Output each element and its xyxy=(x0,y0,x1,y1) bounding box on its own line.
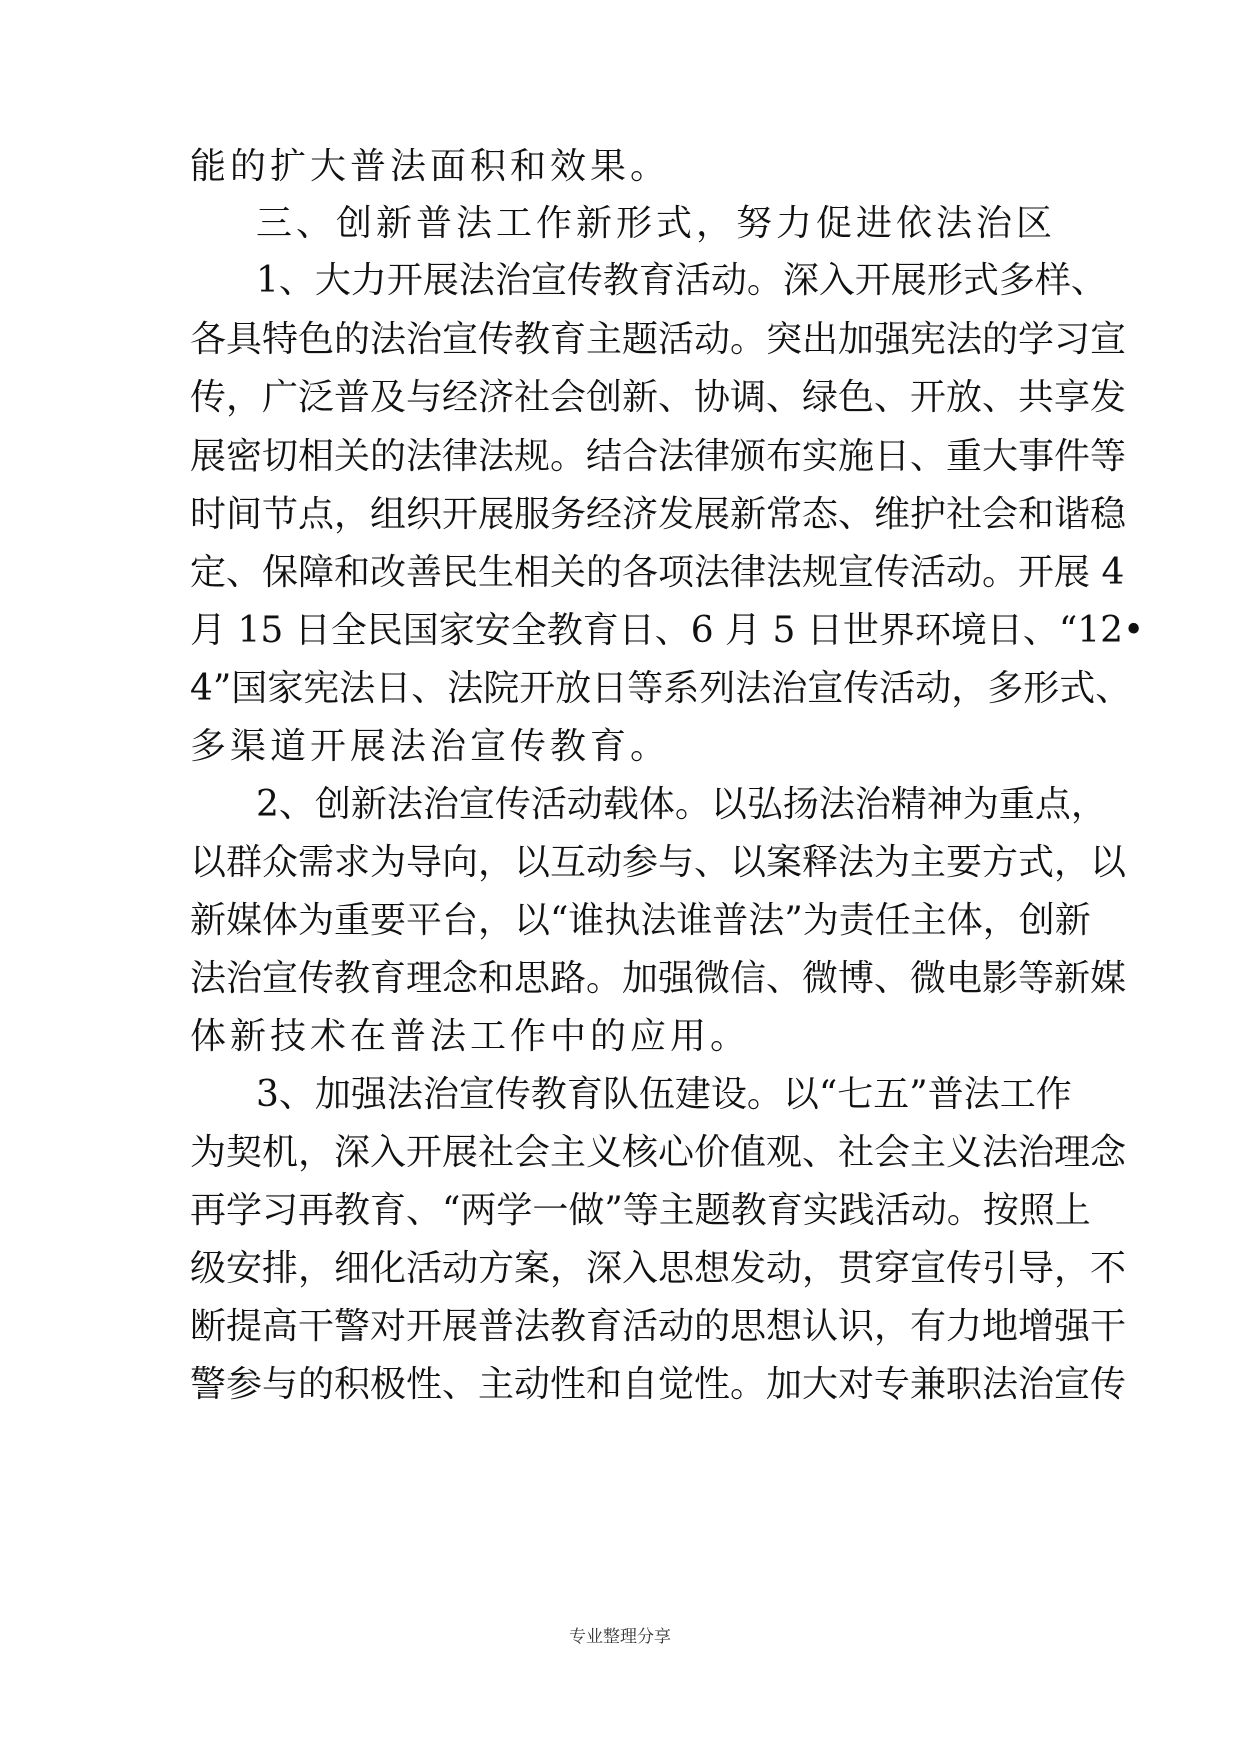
text-line: 体新技术在普法工作中的应用。 xyxy=(190,1016,751,1057)
page-footer: 专业整理分享 xyxy=(569,1627,671,1647)
text-line: 能的扩大普法面积和效果。 xyxy=(190,146,671,187)
text-line: 法治宣传教育理念和思路。加强微信、微博、微电影等新媒 xyxy=(190,958,1127,999)
text-line: 再学习再教育、“两学一做”等主题教育实践活动。按照上 xyxy=(190,1190,1091,1231)
text-line: 展密切相关的法律法规。结合法律颁布实施日、重大事件等 xyxy=(190,436,1127,477)
text-line: 时间节点，组织开展服务经济发展新常态、维护社会和谐稳 xyxy=(190,494,1127,535)
section-heading: 三、创新普法工作新形式，努力促进依法治区 xyxy=(256,203,1057,244)
text-line: 传，广泛普及与经济社会创新、协调、绿色、开放、共享发 xyxy=(190,377,1127,418)
text-line: 级安排，细化活动方案，深入思想发动，贯穿宣传引导，不 xyxy=(190,1248,1127,1289)
text-line: 3、加强法治宣传教育队伍建设。以“七五”普法工作 xyxy=(256,1074,1072,1115)
text-line: 新媒体为重要平台，以“谁执法谁普法”为责任主体，创新 xyxy=(190,900,1091,941)
text-line: 1、大力开展法治宣传教育活动。深入开展形式多样、 xyxy=(256,260,1107,301)
text-line: 以群众需求为导向，以互动参与、以案释法为主要方式，以 xyxy=(190,842,1127,883)
text-line: 警参与的积极性、主动性和自觉性。加大对专兼职法治宣传 xyxy=(190,1364,1127,1405)
text-line: 4”国家宪法日、法院开放日等系列法治宣传活动，多形式、 xyxy=(190,668,1132,709)
text-line: 多渠道开展法治宣传教育。 xyxy=(190,726,671,767)
text-line: 定、保障和改善民生相关的各项法律法规宣传活动。开展 4 xyxy=(190,552,1125,593)
text-line: 断提高干警对开展普法教育活动的思想认识，有力地增强干 xyxy=(190,1306,1127,1347)
text-line: 月 15 日全民国家安全教育日、6 月 5 日世界环境日、“12• xyxy=(190,610,1145,651)
text-line: 各具特色的法治宣传教育主题活动。突出加强宪法的学习宣 xyxy=(190,319,1127,360)
text-line: 2、创新法治宣传活动载体。以弘扬法治精神为重点， xyxy=(256,784,1107,825)
text-line: 为契机，深入开展社会主义核心价值观、社会主义法治理念 xyxy=(190,1132,1127,1173)
